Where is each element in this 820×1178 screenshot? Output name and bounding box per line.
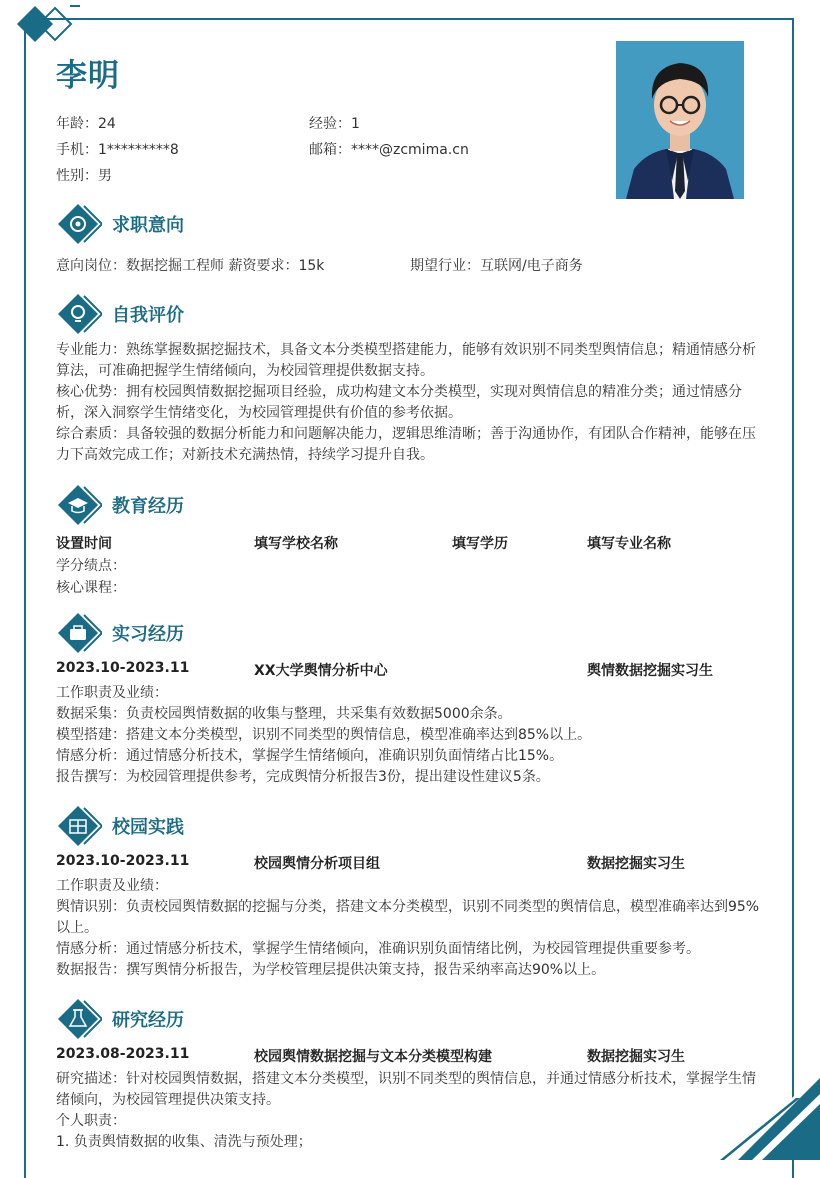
- age-label: 年龄：: [56, 116, 98, 132]
- phone-label: 手机：: [56, 142, 98, 158]
- profile-photo: [616, 41, 744, 199]
- internship-line: 报告撰写：为校园管理提供参考，完成舆情分析报告3份，提出建设性建议5条。: [56, 769, 550, 785]
- experience-value: 1: [351, 116, 360, 132]
- briefcase-icon: [58, 611, 102, 655]
- internship-row: [56, 660, 768, 682]
- gender-value: 男: [98, 168, 112, 184]
- research-line: 1. 负责舆情数据的收集、清洗与预处理；: [56, 1134, 312, 1150]
- section-title-intent: 求职意向: [112, 215, 184, 236]
- campus-line: 情感分析：通过情感分析技术，掌握学生情绪倾向，准确识别负面情绪比例，为校园管理提供重要参考。: [56, 941, 700, 957]
- internship-line: 模型搭建：搭建文本分类模型，识别不同类型的舆情信息，模型准确率达到85%以上。: [56, 727, 592, 743]
- campus-time: 2023.10-2023.11: [56, 853, 190, 869]
- campus-row: [56, 853, 768, 875]
- campus-line: 数据报告：撰写舆情分析报告，为学校管理层提供决策支持，报告采纳率高达90%以上。: [56, 962, 606, 978]
- education-major: 填写专业名称: [587, 536, 671, 552]
- building-icon: [58, 804, 102, 848]
- section-title-campus: 校园实践: [112, 817, 184, 838]
- internship-line: 工作职责及业绩：: [56, 685, 168, 701]
- research-line: 个人职责：: [56, 1113, 126, 1129]
- section-header-intent: [58, 202, 184, 246]
- section-title-internship: 实习经历: [112, 624, 184, 645]
- research-topic: 校园舆情数据挖掘与文本分类模型构建: [254, 1049, 492, 1065]
- email-value: ****@zcmima.cn: [351, 142, 469, 158]
- internship-role: 舆情数据挖掘实习生: [587, 663, 713, 679]
- education-gpa: 学分绩点：: [56, 558, 126, 574]
- phone-value: 1*********8: [98, 142, 179, 158]
- lightbulb-icon: [58, 292, 102, 336]
- gender-info: [56, 165, 112, 185]
- self-eval-item: 综合素质：具备较强的数据分析能力和问题解决能力，逻辑思维清晰；善于沟通协作，有团队合作精神，能够在压力下高效完成工作；对新技术充满热情，持续学习提升自我。: [56, 426, 756, 463]
- self-eval-item: 核心优势：拥有校园舆情数据挖掘项目经验，成功构建文本分类模型，实现对舆情信息的精准分类；通过情感分析，深入洞察学生情绪变化，为校园管理提供有价值的参考依据。: [56, 384, 742, 421]
- internship-time: 2023.10-2023.11: [56, 660, 190, 676]
- gender-label: 性别：: [56, 168, 98, 184]
- section-header-education: [58, 483, 184, 527]
- age-value: 24: [98, 116, 116, 132]
- section-title-education: 教育经历: [112, 496, 184, 517]
- research-role: 数据挖掘实习生: [587, 1049, 685, 1065]
- campus-line: 工作职责及业绩：: [56, 878, 168, 894]
- campus-details: [56, 876, 768, 981]
- education-time: 设置时间: [56, 536, 112, 552]
- experience-info: [309, 113, 360, 133]
- graduation-cap-icon: [58, 483, 102, 527]
- education-row: [56, 533, 768, 555]
- research-row: [56, 1046, 768, 1068]
- research-details: [56, 1069, 768, 1153]
- target-icon: [58, 202, 102, 246]
- candidate-name: 李明: [56, 58, 120, 94]
- age-info: [56, 113, 116, 133]
- email-label: 邮箱：: [309, 142, 351, 158]
- internship-line: 数据采集：负责校园舆情数据的收集与整理，共采集有效数据5000余条。: [56, 706, 512, 722]
- section-header-campus: [58, 804, 184, 848]
- experience-label: 经验：: [309, 116, 351, 132]
- phone-info: [56, 139, 179, 159]
- flask-icon: [58, 997, 102, 1041]
- education-degree: 填写学历: [452, 536, 508, 552]
- internship-org: XX大学舆情分析中心: [254, 663, 388, 679]
- education-courses: 核心课程：: [56, 580, 126, 596]
- intent-industry: 期望行业：互联网/电子商务: [410, 258, 583, 274]
- section-title-self: 自我评价: [112, 305, 184, 326]
- intent-line: 意向岗位：数据挖掘工程师 薪资要求：15k: [56, 258, 325, 274]
- section-header-internship: [58, 611, 184, 655]
- campus-role: 数据挖掘实习生: [587, 856, 685, 872]
- section-title-research: 研究经历: [112, 1010, 184, 1031]
- corner-diamond-decoration: [10, 4, 80, 44]
- research-line: 研究描述：针对校园舆情数据，搭建文本分类模型，识别不同类型的舆情信息，并通过情感分析技术，掌握学生情绪倾向，为校园管理提供决策支持。: [56, 1071, 756, 1108]
- internship-line: 情感分析：通过情感分析技术，掌握学生情绪倾向，准确识别负面情绪占比15%。: [56, 748, 564, 764]
- campus-org: 校园舆情分析项目组: [254, 856, 380, 872]
- self-eval-item: 专业能力：熟练掌握数据挖掘技术，具备文本分类模型搭建能力，能够有效识别不同类型舆情信息；精通情感分析算法，可准确把握学生情绪倾向，为校园管理提供数据支持。: [56, 342, 756, 379]
- education-school: 填写学校名称: [254, 536, 338, 552]
- section-header-self: [58, 292, 184, 336]
- email-info: [309, 139, 469, 159]
- section-header-research: [58, 997, 184, 1041]
- research-time: 2023.08-2023.11: [56, 1046, 190, 1062]
- self-eval-list: [56, 340, 768, 466]
- campus-line: 舆情识别：负责校园舆情数据的挖掘与分类，搭建文本分类模型，识别不同类型的舆情信息，模型准确率达到95%以上。: [56, 899, 760, 936]
- internship-details: [56, 683, 768, 788]
